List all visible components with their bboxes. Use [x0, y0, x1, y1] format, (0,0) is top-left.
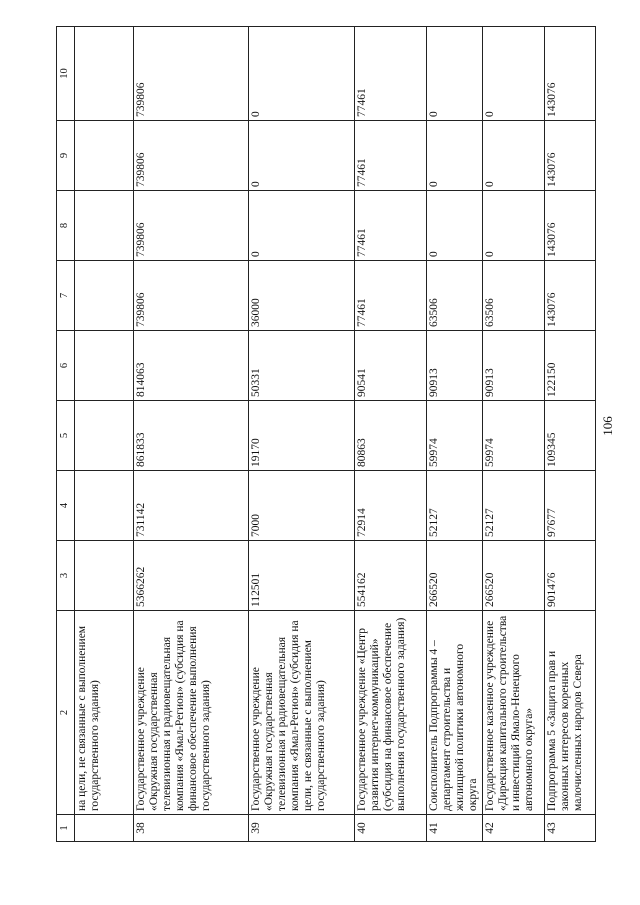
cell-value: [75, 541, 134, 611]
cell-value: 0: [426, 191, 482, 261]
page-number: 106: [599, 416, 615, 436]
cell-value: 143076: [544, 191, 595, 261]
row-number: 40: [354, 815, 426, 842]
cell-value: 63506: [426, 261, 482, 331]
cell-value: 52127: [426, 471, 482, 541]
cell-value: 901476: [544, 541, 595, 611]
row-number: [75, 815, 134, 842]
cell-value: [75, 27, 134, 121]
rotated-table-page: [56, 27, 596, 842]
column-header: 8: [57, 191, 75, 261]
cell-value: 112501: [249, 541, 355, 611]
cell-value: [75, 121, 134, 191]
row-name: Подпрограмма 5 «Защита прав и законных интересов коренных малочисленных народов Севера: [544, 611, 595, 815]
cell-value: 90541: [354, 331, 426, 401]
row-number: 41: [426, 815, 482, 842]
cell-value: 72914: [354, 471, 426, 541]
row-name: Государственное учреждение «Окружная государственная телевизионная и радиовещательная компания «Ямал-Регион» (субсидия на финансовое обеспечение выполнения государственного задания): [134, 611, 249, 815]
cell-value: 814063: [134, 331, 249, 401]
budget-table: [56, 26, 596, 842]
column-header: 9: [57, 121, 75, 191]
cell-value: 90913: [483, 331, 545, 401]
cell-value: 266520: [483, 541, 545, 611]
cell-value: 0: [426, 121, 482, 191]
row-number: 42: [483, 815, 545, 842]
cell-value: 80863: [354, 401, 426, 471]
cell-value: 63506: [483, 261, 545, 331]
cell-value: 77461: [354, 191, 426, 261]
cell-value: 266520: [426, 541, 482, 611]
cell-value: 0: [426, 27, 482, 121]
table-row: [134, 27, 249, 842]
cell-value: 97677: [544, 471, 595, 541]
column-header: 10: [57, 27, 75, 121]
cell-value: [75, 401, 134, 471]
cell-value: [75, 331, 134, 401]
cell-value: 0: [483, 121, 545, 191]
row-name: Государственное учреждение «Центр развития интернет-коммуникаций» (субсидия на финансовое обеспечение выполнения государственного задания): [354, 611, 426, 815]
cell-value: 77461: [354, 27, 426, 121]
header-row: [57, 27, 75, 842]
cell-value: 861833: [134, 401, 249, 471]
cell-value: 739806: [134, 191, 249, 261]
cell-value: 52127: [483, 471, 545, 541]
cell-value: 0: [249, 191, 355, 261]
column-header: 7: [57, 261, 75, 331]
column-header: 2: [57, 611, 75, 815]
row-name: на цели, не связанные с выполнением государственного задания): [75, 611, 134, 815]
column-header: 6: [57, 331, 75, 401]
column-header: 3: [57, 541, 75, 611]
table-row: [354, 27, 426, 842]
cell-value: 77461: [354, 261, 426, 331]
table-row: [75, 27, 134, 842]
cell-value: 0: [249, 27, 355, 121]
row-name: Государственное учреждение «Окружная государственная телевизионная и радиовещательная компания «Ямал-Регион» (субсидия на цели, не связанные с выполнением государственного задания): [249, 611, 355, 815]
cell-value: 50331: [249, 331, 355, 401]
cell-value: 19170: [249, 401, 355, 471]
cell-value: 143076: [544, 27, 595, 121]
row-number: 43: [544, 815, 595, 842]
cell-value: [75, 261, 134, 331]
cell-value: 143076: [544, 261, 595, 331]
column-header: 1: [57, 815, 75, 842]
cell-value: 554162: [354, 541, 426, 611]
cell-value: 59974: [426, 401, 482, 471]
cell-value: 143076: [544, 121, 595, 191]
cell-value: 731142: [134, 471, 249, 541]
cell-value: 0: [249, 121, 355, 191]
cell-value: 122150: [544, 331, 595, 401]
cell-value: 5366262: [134, 541, 249, 611]
row-name: Соисполнитель Подпрограммы 4 – департамент строительства и жилищной политики автономного округа: [426, 611, 482, 815]
cell-value: 0: [483, 191, 545, 261]
row-number: 38: [134, 815, 249, 842]
row-name: Государственное казенное учреждение «Дирекция капитального строительства и инвестиций Ямало-Ненецкого автономного округа»: [483, 611, 545, 815]
cell-value: 739806: [134, 121, 249, 191]
row-number: 39: [249, 815, 355, 842]
cell-value: [75, 191, 134, 261]
cell-value: 739806: [134, 261, 249, 331]
cell-value: 109345: [544, 401, 595, 471]
cell-value: 7000: [249, 471, 355, 541]
table-row: [483, 27, 545, 842]
column-header: 5: [57, 401, 75, 471]
table-row: [249, 27, 355, 842]
cell-value: 77461: [354, 121, 426, 191]
cell-value: 36000: [249, 261, 355, 331]
column-header: 4: [57, 471, 75, 541]
table-row: [426, 27, 482, 842]
cell-value: 0: [483, 27, 545, 121]
cell-value: 59974: [483, 401, 545, 471]
cell-value: 739806: [134, 27, 249, 121]
table-row: [544, 27, 595, 842]
cell-value: [75, 471, 134, 541]
cell-value: 90913: [426, 331, 482, 401]
